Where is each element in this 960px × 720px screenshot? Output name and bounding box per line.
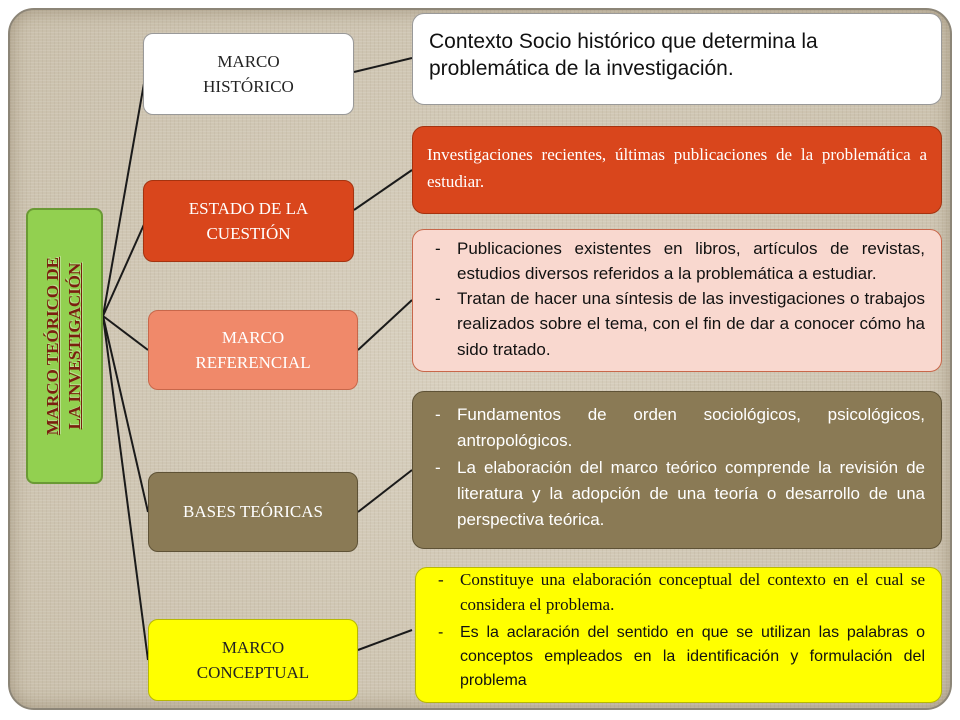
bullet-text: Publicaciones existentes en libros, artículos de revistas, estudios diversos referidos a la problemática a estudiar.	[457, 239, 925, 284]
node-bases-teoricas-label: BASES TEÓRICAS	[183, 502, 323, 522]
list-item	[426, 568, 925, 617]
desc-marco-referencial	[412, 229, 942, 372]
connector-bases-desc	[358, 470, 412, 512]
bullet-dash: -	[438, 570, 444, 589]
bullet-dash: -	[435, 457, 441, 477]
root-title-line2: LA INVESTIGACIÓN	[65, 262, 85, 430]
list-item	[423, 236, 925, 286]
connector-cuestion-desc	[354, 170, 412, 210]
desc-marco-historico-text: Contexto Socio histórico que determina la problemática de la investigación.	[429, 30, 818, 81]
bullet-text: Constituye una elaboración conceptual del contexto en el cual se considera el problema.	[460, 570, 925, 614]
desc-marco-referencial-list	[423, 236, 925, 362]
node-marco-conceptual	[148, 619, 358, 701]
bullet-text: Fundamentos de orden sociológicos, psicológicos, antropológicos.	[457, 405, 925, 451]
bullet-dash: -	[435, 289, 441, 309]
bullet-text: Es la aclaración del sentido en que se utilizan las palabras o conceptos empleados en la identificación y formulación del problema	[460, 624, 925, 690]
root-title	[42, 257, 86, 435]
root-title-line1: MARCO TEÓRICO DE	[43, 256, 63, 436]
node-estado-cuestion	[143, 180, 354, 262]
desc-bases-teoricas	[412, 391, 942, 549]
desc-bases-teoricas-list	[423, 402, 925, 534]
node-marco-historico	[143, 33, 354, 115]
bullet-dash: -	[435, 239, 441, 258]
connector-root-historico	[103, 72, 146, 316]
connector-referencial-desc	[358, 300, 412, 350]
list-item	[423, 455, 925, 534]
node-marco-historico-label: MARCO HISTÓRICO	[203, 51, 294, 96]
list-item	[426, 621, 925, 693]
list-item	[423, 286, 925, 361]
bullet-text: La elaboración del marco teórico comprende la revisión de literatura y la adopción de una teoría o desarrollo de una perspectiva teórica.	[457, 457, 925, 530]
connector-root-conceptual	[103, 316, 148, 660]
node-marco-referencial	[148, 310, 358, 390]
node-estado-cuestion-label: ESTADO DE LA CUESTIÓN	[188, 198, 309, 243]
desc-estado-cuestion-text: Investigaciones recientes, últimas publicaciones de la problemática a estudiar.	[427, 145, 927, 192]
bullet-text: Tratan de hacer una síntesis de las investigaciones o trabajos realizados sobre el tema, con el fin de dar a conocer cómo ha sido tratado.	[457, 289, 925, 359]
node-marco-conceptual-label: MARCO CONCEPTUAL	[196, 637, 310, 682]
node-marco-referencial-label: MARCO REFERENCIAL	[195, 327, 311, 372]
connector-historico-desc	[354, 58, 412, 72]
bullet-dash: -	[435, 405, 441, 424]
desc-marco-historico	[412, 13, 942, 105]
desc-marco-conceptual-list	[426, 568, 925, 693]
root-node	[26, 208, 103, 484]
connector-root-cuestion	[103, 220, 146, 316]
desc-marco-conceptual	[415, 567, 942, 703]
node-bases-teoricas	[148, 472, 358, 552]
bullet-dash: -	[438, 624, 444, 642]
connector-conceptual-desc	[358, 630, 412, 650]
desc-estado-cuestion	[412, 126, 942, 214]
list-item	[423, 402, 925, 455]
